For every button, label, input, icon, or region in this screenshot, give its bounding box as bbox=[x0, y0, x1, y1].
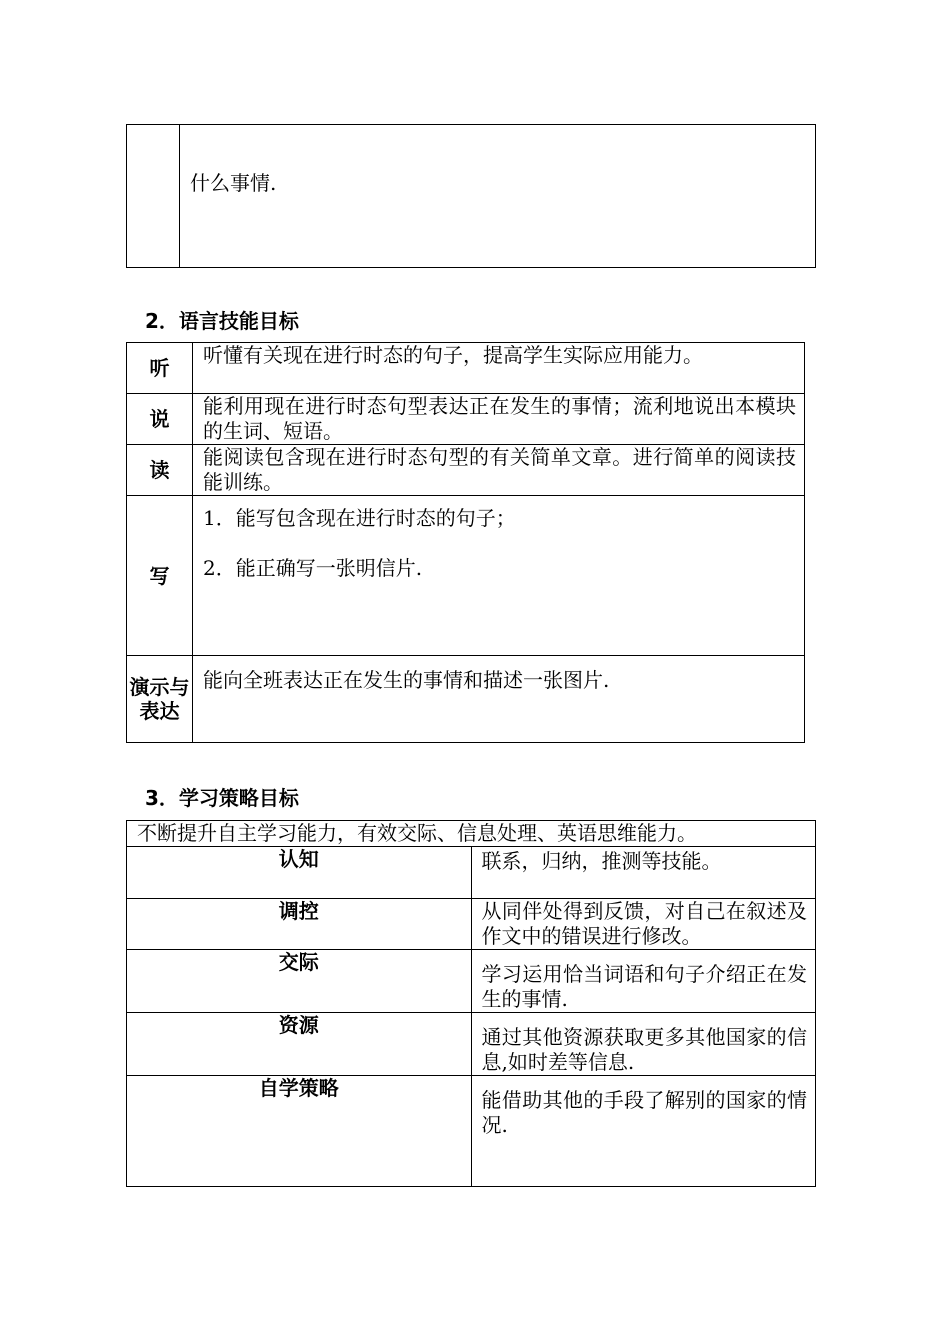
learning-strategies-table bbox=[126, 820, 816, 1187]
strategy-content-cognition: 联系，归纳，推测等技能。 bbox=[471, 847, 816, 899]
language-skills-table bbox=[126, 342, 805, 743]
table-row bbox=[127, 445, 805, 496]
table-row bbox=[127, 125, 816, 268]
section-heading-learning-strategies: 3．学习策略目标 bbox=[145, 786, 299, 810]
skill-content-reading: 能阅读包含现在进行时态句型的有关简单文章。进行简单的阅读技能训练。 bbox=[193, 445, 805, 496]
strategy-intro: 不断提升自主学习能力，有效交际、信息处理、英语思维能力。 bbox=[127, 821, 816, 847]
skill-label-speaking: 说 bbox=[127, 394, 193, 445]
strategy-content-communication: 学习运用恰当词语和句子介绍正在发生的事情. bbox=[471, 950, 816, 1013]
table-row bbox=[127, 821, 816, 847]
skill-content-listening: 听懂有关现在进行时态的句子，提高学生实际应用能力。 bbox=[193, 343, 805, 394]
table-row bbox=[127, 394, 805, 445]
strategy-label-resources: 资源 bbox=[127, 1013, 472, 1076]
strategy-label-self-study: 自学策略 bbox=[127, 1076, 472, 1187]
table-row bbox=[127, 950, 816, 1013]
strategy-content-self-study: 能借助其他的手段了解别的国家的情况. bbox=[471, 1076, 816, 1187]
skill-content-speaking: 能利用现在进行时态句型表达正在发生的事情；流利地说出本模块的生词、短语。 bbox=[193, 394, 805, 445]
table-row bbox=[127, 496, 805, 656]
continuation-table bbox=[126, 124, 816, 268]
strategy-content-resources: 通过其他资源获取更多其他国家的信息,如时差等信息. bbox=[471, 1013, 816, 1076]
strategy-content-regulation: 从同伴处得到反馈，对自己在叙述及作文中的错误进行修改。 bbox=[471, 899, 816, 950]
skill-content-writing bbox=[193, 496, 805, 656]
table-row bbox=[127, 343, 805, 394]
skill-label-presentation: 演示与表达 bbox=[127, 656, 193, 743]
content-cell: 什么事情. bbox=[180, 125, 816, 268]
skill-label-listening: 听 bbox=[127, 343, 193, 394]
table-row bbox=[127, 847, 816, 899]
writing-item-2: 2．能正确写一张明信片. bbox=[203, 556, 423, 580]
strategy-label-communication: 交际 bbox=[127, 950, 472, 1013]
writing-item-1: 1．能写包含现在进行时态的句子； bbox=[203, 506, 516, 530]
skill-content-presentation: 能向全班表达正在发生的事情和描述一张图片. bbox=[193, 656, 805, 743]
strategy-label-cognition: 认知 bbox=[127, 847, 472, 899]
table-row bbox=[127, 656, 805, 743]
table-row bbox=[127, 1076, 816, 1187]
table-row bbox=[127, 1013, 816, 1076]
table-row bbox=[127, 899, 816, 950]
skill-label-reading: 读 bbox=[127, 445, 193, 496]
strategy-label-regulation: 调控 bbox=[127, 899, 472, 950]
skill-label-writing: 写 bbox=[127, 496, 193, 656]
label-cell bbox=[127, 125, 180, 268]
section-heading-language-skills: 2．语言技能目标 bbox=[145, 309, 299, 333]
